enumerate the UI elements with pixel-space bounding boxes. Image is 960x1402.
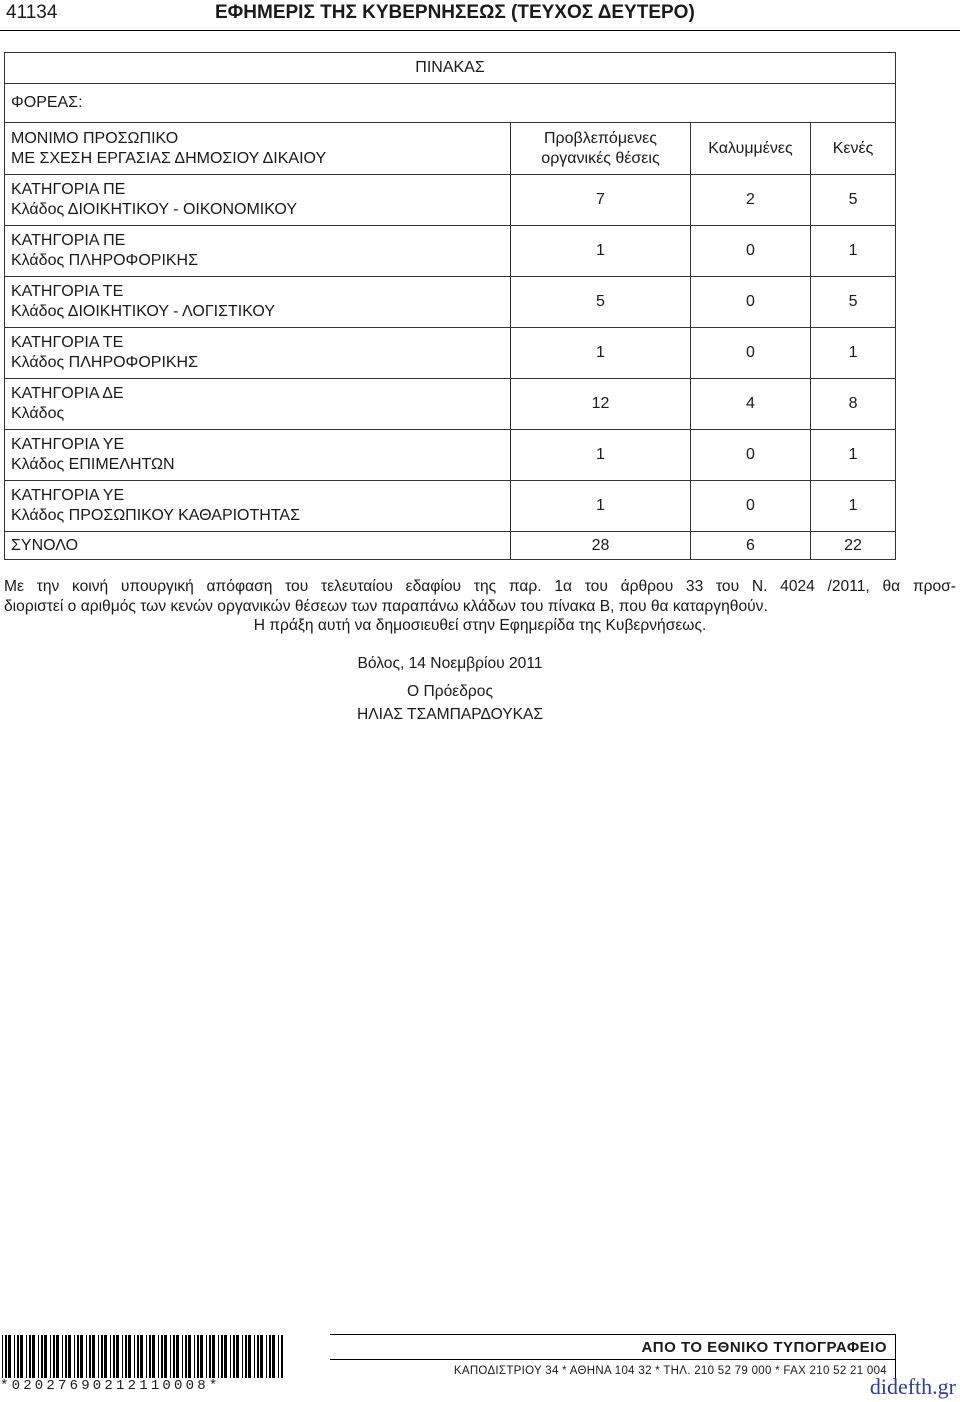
barcode-bar (176, 1335, 179, 1379)
column-header-filled: Καλυμμένες (691, 123, 811, 175)
column-header-planned-line: Προβλεπόμενες (543, 129, 658, 147)
barcode-bar (62, 1335, 63, 1379)
barcode-bar (110, 1335, 111, 1379)
column-header-vacant: Κενές (811, 123, 896, 175)
barcode-bar (209, 1335, 211, 1379)
barcode-bar (113, 1335, 115, 1379)
table-caption: ΠΙΝΑΚΑΣ (5, 53, 896, 84)
planned-value: 7 (511, 175, 691, 226)
barcode-bar (257, 1335, 259, 1379)
barcode-bar (20, 1335, 23, 1379)
publisher-name: ΑΠΟ ΤΟ ΕΘΝΙΚΟ ΤΥΠΟΓΡΑΦΕΙΟ (641, 1339, 887, 1356)
barcode-bar (182, 1335, 183, 1379)
barcode-bar (170, 1335, 171, 1379)
barcode-bar (29, 1335, 31, 1379)
total-row (5, 532, 896, 560)
category-name: ΚΑΤΗΓΟΡΙΑ ΤΕ (11, 334, 124, 351)
barcode-bar (185, 1335, 187, 1379)
table-row (5, 481, 896, 532)
barcode-bar (149, 1335, 151, 1379)
filled-value: 0 (691, 226, 811, 277)
barcode-bar (158, 1335, 159, 1379)
barcode-bar (224, 1335, 227, 1379)
branch-name: Κλάδος ΠΡΟΣΩΠΙΚΟΥ ΚΑΘΑΡΙΟΤΗΤΑΣ (11, 507, 300, 524)
barcode-bar (146, 1335, 147, 1379)
watermark-text: didefth.gr (869, 1374, 956, 1399)
barcode-bar (272, 1335, 275, 1379)
category-cell (5, 481, 511, 532)
branch-name: Κλάδος ΕΠΙΜΕΛΗΤΩΝ (11, 456, 175, 473)
barcode-bar (161, 1335, 163, 1379)
category-name: ΚΑΤΗΓΟΡΙΑ ΠΕ (11, 232, 126, 249)
staff-type-line: ΜΟΝΙΜΟ ΠΡΟΣΩΠΙΚΟ (11, 129, 179, 147)
barcode-bar (74, 1335, 75, 1379)
barcode-bar (5, 1335, 7, 1379)
planned-value: 5 (511, 277, 691, 328)
total-filled: 6 (691, 532, 811, 560)
planned-value: 1 (511, 226, 691, 277)
barcode-bar (128, 1335, 131, 1379)
table-row (5, 328, 896, 379)
barcode-bar (236, 1335, 239, 1379)
barcode-bar (32, 1335, 35, 1379)
barcode-bar (26, 1335, 27, 1379)
category-cell (5, 328, 511, 379)
branch-name: Κλάδος (11, 405, 65, 422)
signatory-name: ΗΛΙΑΣ ΤΣΑΜΠΑΡΔΟΥΚΑΣ (356, 706, 544, 723)
category-name: ΚΑΤΗΓΟΡΙΑ ΔΕ (11, 385, 124, 402)
barcode-bar (101, 1335, 103, 1379)
barcode-bar (266, 1335, 267, 1379)
barcode-bar (197, 1335, 199, 1379)
decision-note (4, 577, 956, 636)
table-row (5, 379, 896, 430)
category-cell (5, 277, 511, 328)
publisher-box (330, 1334, 896, 1391)
filled-value: 0 (691, 430, 811, 481)
barcode-bar (278, 1335, 279, 1379)
barcode-bar (98, 1335, 99, 1379)
category-cell (5, 226, 511, 277)
filled-value: 0 (691, 481, 811, 532)
barcode-bar (269, 1335, 271, 1379)
barcode-bar (53, 1335, 55, 1379)
table-row (5, 430, 896, 481)
note-line: Με την κοινή υπουργική απόφαση του τελευταίου εδαφίου της παρ. 1α του άρθρου 33 του Ν. 4024 /2011, θα προσ- (4, 578, 956, 595)
signature-block (0, 650, 900, 724)
branch-name: Κλάδος ΠΛΗΡΟΦΟΡΙΚΗΣ (11, 252, 198, 269)
note-line: διοριστεί ο αριθμός των κενών οργανικών θέσεων των παραπάνω κλάδων του πίνακα Β, που θα καταργηθούν. (4, 597, 768, 615)
branch-name: Κλάδος ΠΛΗΡΟΦΟΡΙΚΗΣ (11, 354, 198, 371)
filled-value: 2 (691, 175, 811, 226)
vacant-value: 1 (811, 328, 896, 379)
barcode-bar (14, 1335, 15, 1379)
planned-value: 1 (511, 481, 691, 532)
category-name: ΚΑΤΗΓΟΡΙΑ ΥΕ (11, 436, 125, 453)
barcode-bar (245, 1335, 247, 1379)
barcode-bar (221, 1335, 223, 1379)
column-header-planned-line: οργανικές θέσεις (541, 149, 660, 167)
vacant-value: 8 (811, 379, 896, 430)
barcode-bar (116, 1335, 119, 1379)
filled-value: 4 (691, 379, 811, 430)
category-cell (5, 430, 511, 481)
category-name: ΚΑΤΗΓΟΡΙΑ ΠΕ (11, 181, 126, 198)
barcode-bar (125, 1335, 127, 1379)
signatory-role: Ο Πρόεδρος (407, 683, 493, 700)
planned-value: 1 (511, 328, 691, 379)
barcode-bar (137, 1335, 139, 1379)
barcode-bar (65, 1335, 67, 1379)
vacant-value: 5 (811, 175, 896, 226)
vacant-value: 5 (811, 277, 896, 328)
barcode-bar (80, 1335, 83, 1379)
barcode-bar (134, 1335, 135, 1379)
barcode-bar (92, 1335, 95, 1379)
publisher-address: ΚΑΠΟΔΙΣΤΡΙΟΥ 34 * ΑΘΗΝΑ 104 32 * ΤΗΛ. 210 52 79 000 * FAX 210 52 21 004 (453, 1365, 887, 1377)
foreas-label: ΦΟΡΕΑΣ: (5, 84, 896, 123)
filled-value: 0 (691, 328, 811, 379)
barcode-bar (77, 1335, 79, 1379)
page-header (0, 0, 960, 31)
column-header-planned (511, 123, 691, 175)
planned-value: 1 (511, 430, 691, 481)
vacant-value: 1 (811, 481, 896, 532)
barcode-bar (188, 1335, 191, 1379)
barcode-bar (44, 1335, 47, 1379)
barcode-bar (194, 1335, 195, 1379)
barcode-bar (218, 1335, 219, 1379)
category-cell (5, 379, 511, 430)
staff-type-cell (5, 123, 511, 175)
category-name: ΚΑΤΗΓΟΡΙΑ ΤΕ (11, 283, 124, 300)
barcode-bar (230, 1335, 231, 1379)
barcode-bar (41, 1335, 43, 1379)
filled-value: 0 (691, 277, 811, 328)
barcode-bar (164, 1335, 167, 1379)
total-label: ΣΥΝΟΛΟ (5, 532, 511, 560)
barcode-bar (89, 1335, 91, 1379)
barcode-bar (233, 1335, 235, 1379)
barcode-bar (38, 1335, 39, 1379)
publisher-divider (330, 1359, 895, 1360)
barcode-digits: *02027690212110008* (0, 1378, 285, 1394)
branch-name: Κλάδος ΔΙΟΙΚΗΤΙΚΟΥ - ΛΟΓΙΣΤΙΚΟΥ (11, 303, 275, 320)
barcode-bar (50, 1335, 51, 1379)
category-name: ΚΑΤΗΓΟΡΙΑ ΥΕ (11, 487, 125, 504)
barcode-bar (206, 1335, 207, 1379)
barcode-bar (260, 1335, 263, 1379)
journal-title: ΕΦΗΜΕΡΙΣ ΤΗΣ ΚΥΒΕΡΝΗΣΕΩΣ (ΤΕΥΧΟΣ ΔΕΥΤΕΡΟ) (215, 2, 695, 23)
barcode-bar (152, 1335, 155, 1379)
barcode-bar (200, 1335, 203, 1379)
vacant-value: 1 (811, 430, 896, 481)
barcode-bar (56, 1335, 59, 1379)
barcode-bar (86, 1335, 87, 1379)
barcode-bar (104, 1335, 107, 1379)
barcode-bar (140, 1335, 143, 1379)
barcode-bar (173, 1335, 175, 1379)
table-row (5, 175, 896, 226)
positions-table (4, 52, 896, 560)
vacant-value: 1 (811, 226, 896, 277)
planned-value: 12 (511, 379, 691, 430)
table-row (5, 277, 896, 328)
barcode-bar (212, 1335, 215, 1379)
category-cell (5, 175, 511, 226)
barcode-bar (248, 1335, 251, 1379)
table-row (5, 226, 896, 277)
branch-name: Κλάδος ΔΙΟΙΚΗΤΙΚΟΥ - ΟΙΚΟΝΟΜΙΚΟΥ (11, 201, 298, 218)
barcode-bar (122, 1335, 123, 1379)
barcode-bar (68, 1335, 71, 1379)
total-vacant: 22 (811, 532, 896, 560)
barcode-bar (242, 1335, 243, 1379)
note-line: Η πράξη αυτή να δημοσιευθεί στην Εφημερίδα της Κυβερνήσεως. (253, 617, 707, 634)
barcode-bar (281, 1335, 283, 1379)
barcode-bar (17, 1335, 19, 1379)
barcode-bar (2, 1335, 3, 1379)
place-date: Βόλος, 14 Νοεμβρίου 2011 (357, 655, 543, 672)
staff-type-line: ΜΕ ΣΧΕΣΗ ΕΡΓΑΣΙΑΣ ΔΗΜΟΣΙΟΥ ΔΙΚΑΙΟΥ (11, 149, 327, 167)
total-planned: 28 (511, 532, 691, 560)
barcode-bar (254, 1335, 255, 1379)
barcode-bar (8, 1335, 11, 1379)
page-number: 41134 (6, 2, 58, 23)
